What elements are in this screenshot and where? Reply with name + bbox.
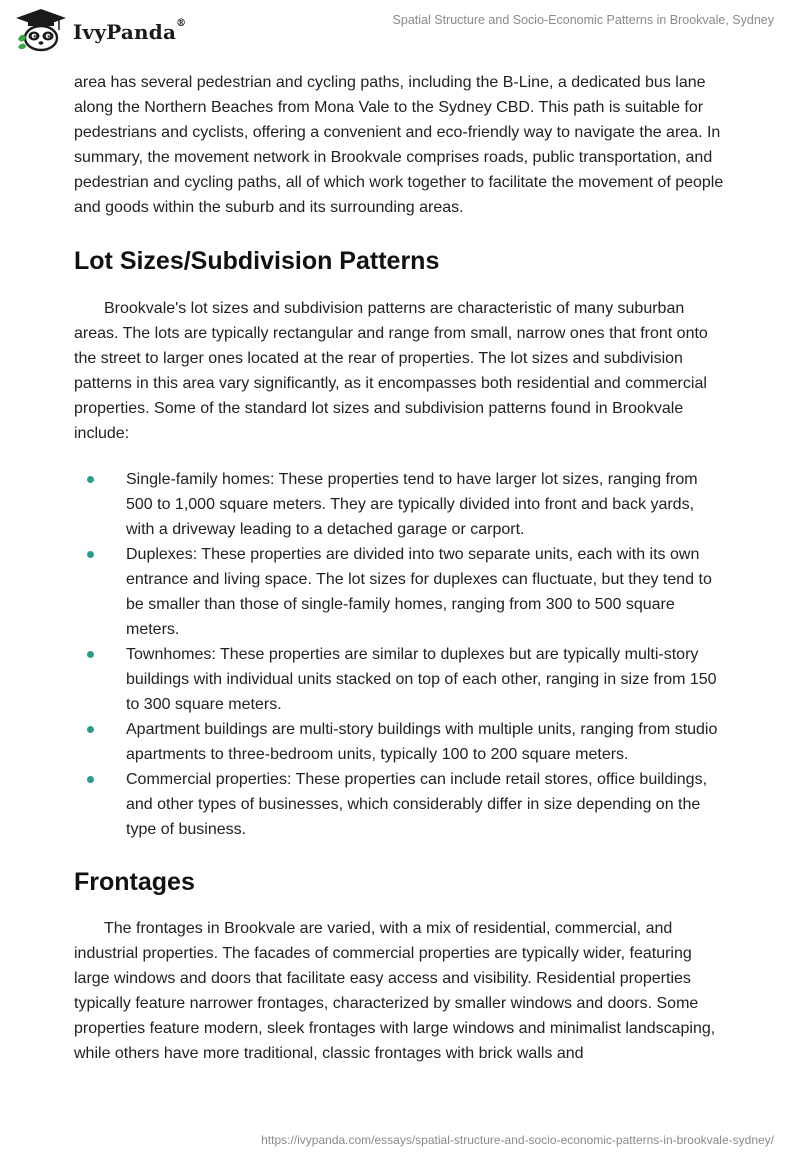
intro-paragraph: area has several pedestrian and cycling paths, including the B-Line, a dedicated bus lane along the Northern Beaches from Mona Vale to the Sydney CBD. This path is suitable for pedestrians and cyclists, offering a convenient and eco-friendly way to navigate the area. In summary, the movement network in Brookvale comprises roads, public transportation, and pedestrian and cycling paths, all of which work together to facilitate the movement of people and goods within the suburb and its surrounding areas.: [74, 74, 724, 216]
lot-types-list: [74, 467, 726, 842]
document-title: Spatial Structure and Socio-Economic Patterns in Brookvale, Sydney: [392, 13, 774, 27]
article-body: [74, 70, 726, 1066]
bullet-icon: [87, 651, 94, 658]
frontages-paragraph: The frontages in Brookvale are varied, with a mix of residential, commercial, and industrial properties. The facades of commercial properties are typically wider, featuring large windows and doors that facilitate easy access and visibility. Residential properties typically feature narrower frontages, characterized by smaller windows and doors. Some properties feature modern, sleek frontages with large windows and minimalist landscaping, while others have more traditional, classic frontages with brick walls and: [74, 920, 716, 1062]
list-item: [74, 717, 726, 767]
list-item-text: Apartment buildings are multi-story buildings with multiple units, ranging from studio apartments to three-bedroom units, typically 100 to 200 square meters.: [126, 721, 718, 763]
list-item: [74, 467, 726, 542]
list-item: [74, 767, 726, 842]
bullet-icon: [87, 476, 94, 483]
site-logo[interactable]: [14, 8, 186, 52]
list-item-text: Duplexes: These properties are divided into two separate units, each with its own entrance and living space. The lot sizes for duplexes can fluctuate, but they tend to be smaller than those of single-family homes, ranging from 300 to 500 square meters.: [126, 546, 712, 638]
source-url[interactable]: https://ivypanda.com/essays/spatial-structure-and-socio-economic-patterns-in-brookvale-sydney/: [261, 1133, 774, 1147]
lot-sizes-heading: Lot Sizes/Subdivision Patterns: [74, 247, 440, 275]
list-item: [74, 642, 726, 717]
list-item-text: Commercial properties: These properties can include retail stores, office buildings, and other types of businesses, which considerably differ in size depending on the type of business.: [126, 771, 708, 838]
logo-wordmark: [73, 20, 186, 44]
list-item-text: Single-family homes: These properties tend to have larger lot sizes, ranging from 500 to 1,000 square meters. They are typically divided into front and back yards, with a driveway leading to a detached garage or carport.: [126, 471, 698, 538]
bullet-icon: [87, 551, 94, 558]
bullet-icon: [87, 726, 94, 733]
list-item-text: Townhomes: These properties are similar to duplexes but are typically multi-story buildings with individual units stacked on top of each other, ranging in size from 150 to 300 square meters.: [126, 646, 717, 713]
bullet-icon: [87, 776, 94, 783]
registered-mark: ®: [176, 18, 187, 29]
list-item: [74, 542, 726, 642]
page-header: [0, 0, 800, 64]
frontages-heading: Frontages: [74, 868, 195, 896]
panda-graduate-icon: [14, 8, 68, 52]
lot-sizes-paragraph: Brookvale's lot sizes and subdivision patterns are characteristic of many suburban areas. The lots are typically rectangular and range from small, narrow ones that front onto the street to larger ones located at the rear of properties. The lot sizes and subdivision patterns in this area vary significantly, as it encompasses both residential and commercial properties. Some of the standard lot sizes and subdivision patterns found in Brookvale include:: [74, 300, 708, 442]
logo-text: IvyPanda: [73, 20, 177, 44]
